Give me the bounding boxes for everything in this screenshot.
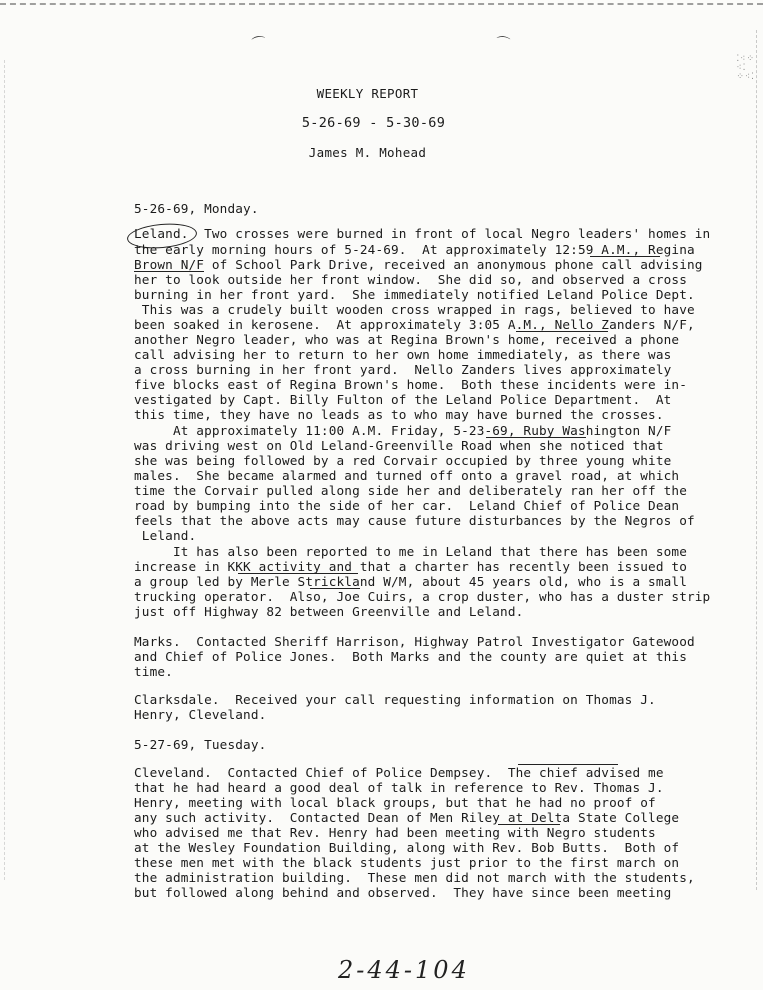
text-line: It has also been reported to me in Leland that there has been some: [134, 544, 687, 559]
text-line: the early morning hours of 5-24-69. At approximately 12:59 A.M., Regina: [134, 242, 695, 257]
hole-punch-mark: ⌒: [251, 35, 268, 53]
text-line: This was a crudely built wooden cross wrapped in rags, believed to have: [134, 302, 695, 317]
text-line: Leland.: [134, 528, 197, 543]
text-line: was driving west on Old Leland-Greenville Road when she noticed that: [134, 438, 664, 453]
report-author: James M. Mohead: [308, 145, 427, 160]
scan-noise: ⁚⁖⁘ ⁖⁚ ⁘⁖⁚: [736, 54, 755, 82]
handwritten-file-number: 2-44-104: [338, 956, 470, 984]
text-line: time.: [134, 664, 173, 679]
text-line: Henry, Cleveland.: [134, 707, 267, 722]
text-line: that he had heard a good deal of talk in reference to Rev. Thomas J.: [134, 780, 664, 795]
page-top-edge: [0, 3, 763, 5]
text-line: Leland. Two crosses were burned in front of local Negro leaders' homes in: [134, 226, 711, 241]
report-dates: 5-26-69 - 5-30-69: [301, 115, 446, 131]
text-line: call advising her to return to her own home immediately, as there was: [134, 347, 672, 362]
handwritten-underline: [516, 331, 608, 332]
handwritten-underline: [498, 824, 560, 825]
text-line: five blocks east of Regina Brown's home. Both these incidents were in-: [134, 377, 687, 392]
text-line: males. She became alarmed and turned off onto a gravel road, at which: [134, 468, 680, 483]
text-line: feels that the above acts may cause future disturbances by the Negros of: [134, 513, 695, 528]
text-line: trucking operator. Also, Joe Cuirs, a crop duster, who has a duster strip: [134, 589, 711, 604]
date-heading: 5-27-69, Tuesday.: [134, 737, 267, 752]
text-line: another Negro leader, who was at Regina Brown's home, received a phone: [134, 332, 680, 347]
text-line: Marks. Contacted Sheriff Harrison, Highway Patrol Investigator Gatewood: [134, 634, 695, 649]
text-line: Clarksdale. Received your call requesting information on Thomas J.: [134, 692, 656, 707]
text-line: the administration building. These men did not march with the students,: [134, 870, 695, 885]
text-line: a cross burning in her front yard. Nello Zanders lives approximately: [134, 362, 672, 377]
text-line: a group led by Merle Strickland W/M, about 45 years old, who is a small: [134, 574, 687, 589]
handwritten-underline: [134, 271, 204, 272]
text-line: Henry, meeting with local black groups, but that he had no proof of: [134, 795, 656, 810]
text-line: been soaked in kerosene. At approximately 3:05 A.M., Nello Zanders N/F,: [134, 317, 695, 332]
text-line: Cleveland. Contacted Chief of Police Dempsey. The chief advised me: [134, 765, 664, 780]
handwritten-underline: [310, 588, 360, 589]
text-line: Brown N/F of School Park Drive, received an anonymous phone call advising: [134, 257, 703, 272]
handwritten-underline: [590, 256, 660, 257]
handwritten-underline: [238, 573, 358, 574]
handwritten-underline: [518, 764, 618, 765]
text-line: vestigated by Capt. Billy Fulton of the Leland Police Department. At: [134, 392, 672, 407]
text-line: road by bumping into the side of her car. Leland Chief of Police Dean: [134, 498, 680, 513]
hole-punch-mark: ⌒: [495, 35, 511, 53]
page-right-edge: [755, 30, 757, 890]
text-line: who advised me that Rev. Henry had been meeting with Negro students: [134, 825, 656, 840]
text-line: burning in her front yard. She immediately notified Leland Police Dept.: [134, 287, 695, 302]
text-line: At approximately 11:00 A.M. Friday, 5-23-69, Ruby Washington N/F: [134, 423, 672, 438]
text-line: these men met with the black students just prior to the first march on: [134, 855, 680, 870]
handwritten-underline: [486, 437, 586, 438]
report-title: WEEKLY REPORT: [316, 86, 419, 101]
text-line: this time, they have no leads as to who may have burned the crosses.: [134, 407, 664, 422]
text-line: time the Corvair pulled along side her and deliberately ran her off the: [134, 483, 687, 498]
text-line: increase in KKK activity and that a charter has recently been issued to: [134, 559, 687, 574]
date-heading: 5-26-69, Monday.: [134, 201, 259, 216]
text-line: but followed along behind and observed. They have since been meeting: [134, 885, 672, 900]
text-line: and Chief of Police Jones. Both Marks and the county are quiet at this: [134, 649, 687, 664]
text-line: just off Highway 82 between Greenville and Leland.: [134, 604, 524, 619]
text-line: she was being followed by a red Corvair occupied by three young white: [134, 453, 672, 468]
text-line: at the Wesley Foundation Building, along with Rev. Bob Butts. Both of: [134, 840, 680, 855]
text-line: any such activity. Contacted Dean of Men Riley at Delta State College: [134, 810, 680, 825]
text-line: her to look outside her front window. She did so, and observed a cross: [134, 272, 687, 287]
page-left-edge: [4, 60, 6, 880]
